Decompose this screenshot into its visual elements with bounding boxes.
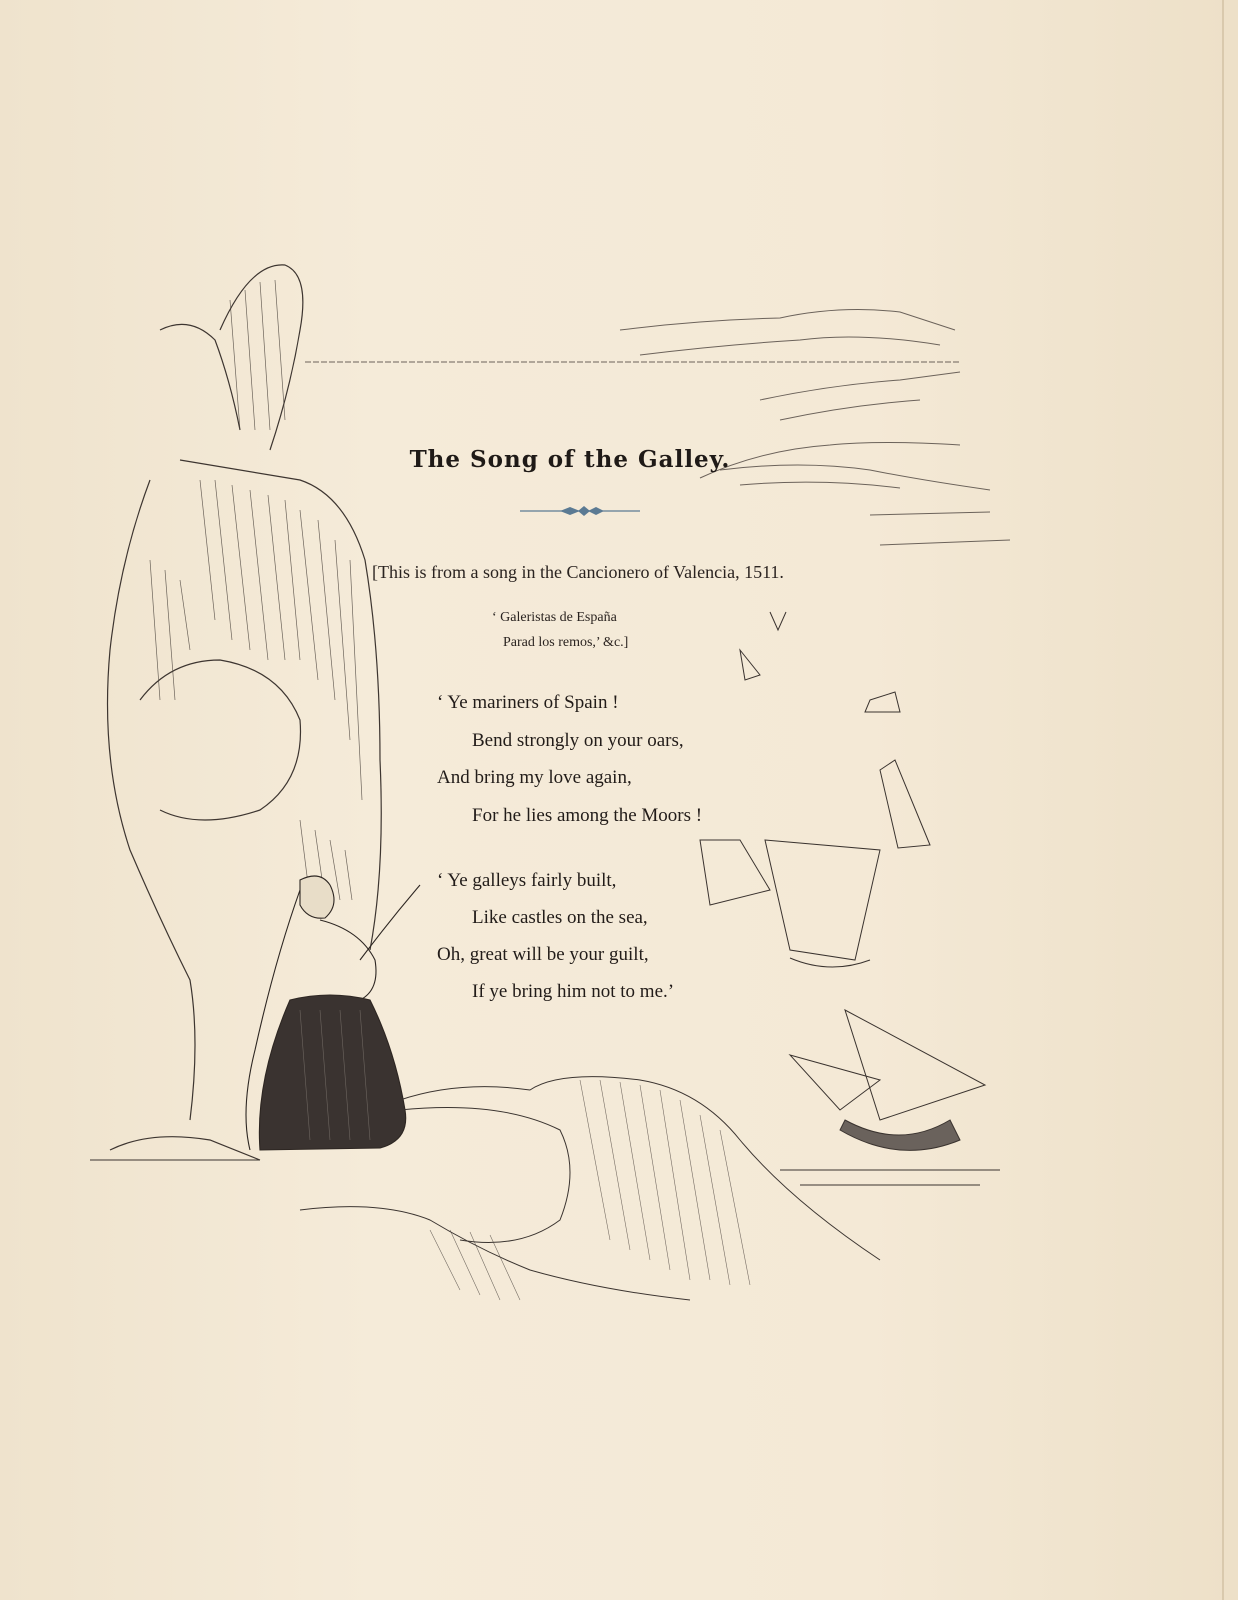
rock-hatching — [150, 280, 362, 900]
verse-line: ‘ Ye galleys fairly built, — [437, 870, 617, 891]
verse-line: If ye bring him not to me.’ — [472, 981, 675, 1002]
verse-line: Like castles on the sea, — [472, 907, 648, 928]
verse-line: For he lies among the Moors ! — [472, 805, 703, 826]
introductory-note: [This is from a song in the Cancionero of Valencia, 1511. — [372, 562, 784, 582]
verse-line: And bring my love again, — [437, 767, 632, 788]
verse-line: ‘ Ye mariners of Spain ! — [437, 692, 619, 713]
page-title: The Song of the Galley. — [409, 446, 731, 473]
verse-line: Oh, great will be your guilt, — [437, 944, 649, 965]
rock-shading — [430, 1080, 750, 1300]
horizon-coastline — [305, 310, 1010, 545]
spanish-quote-line: ‘ Galeristas de España — [492, 610, 617, 625]
sailing-ships — [700, 612, 1000, 1185]
kneeling-woman — [246, 876, 420, 1150]
divider-ornament-icon — [520, 502, 640, 520]
spanish-quote-line: Parad los remos,’ &c.] — [503, 635, 629, 650]
verse-line: Bend strongly on your oars, — [472, 730, 684, 751]
